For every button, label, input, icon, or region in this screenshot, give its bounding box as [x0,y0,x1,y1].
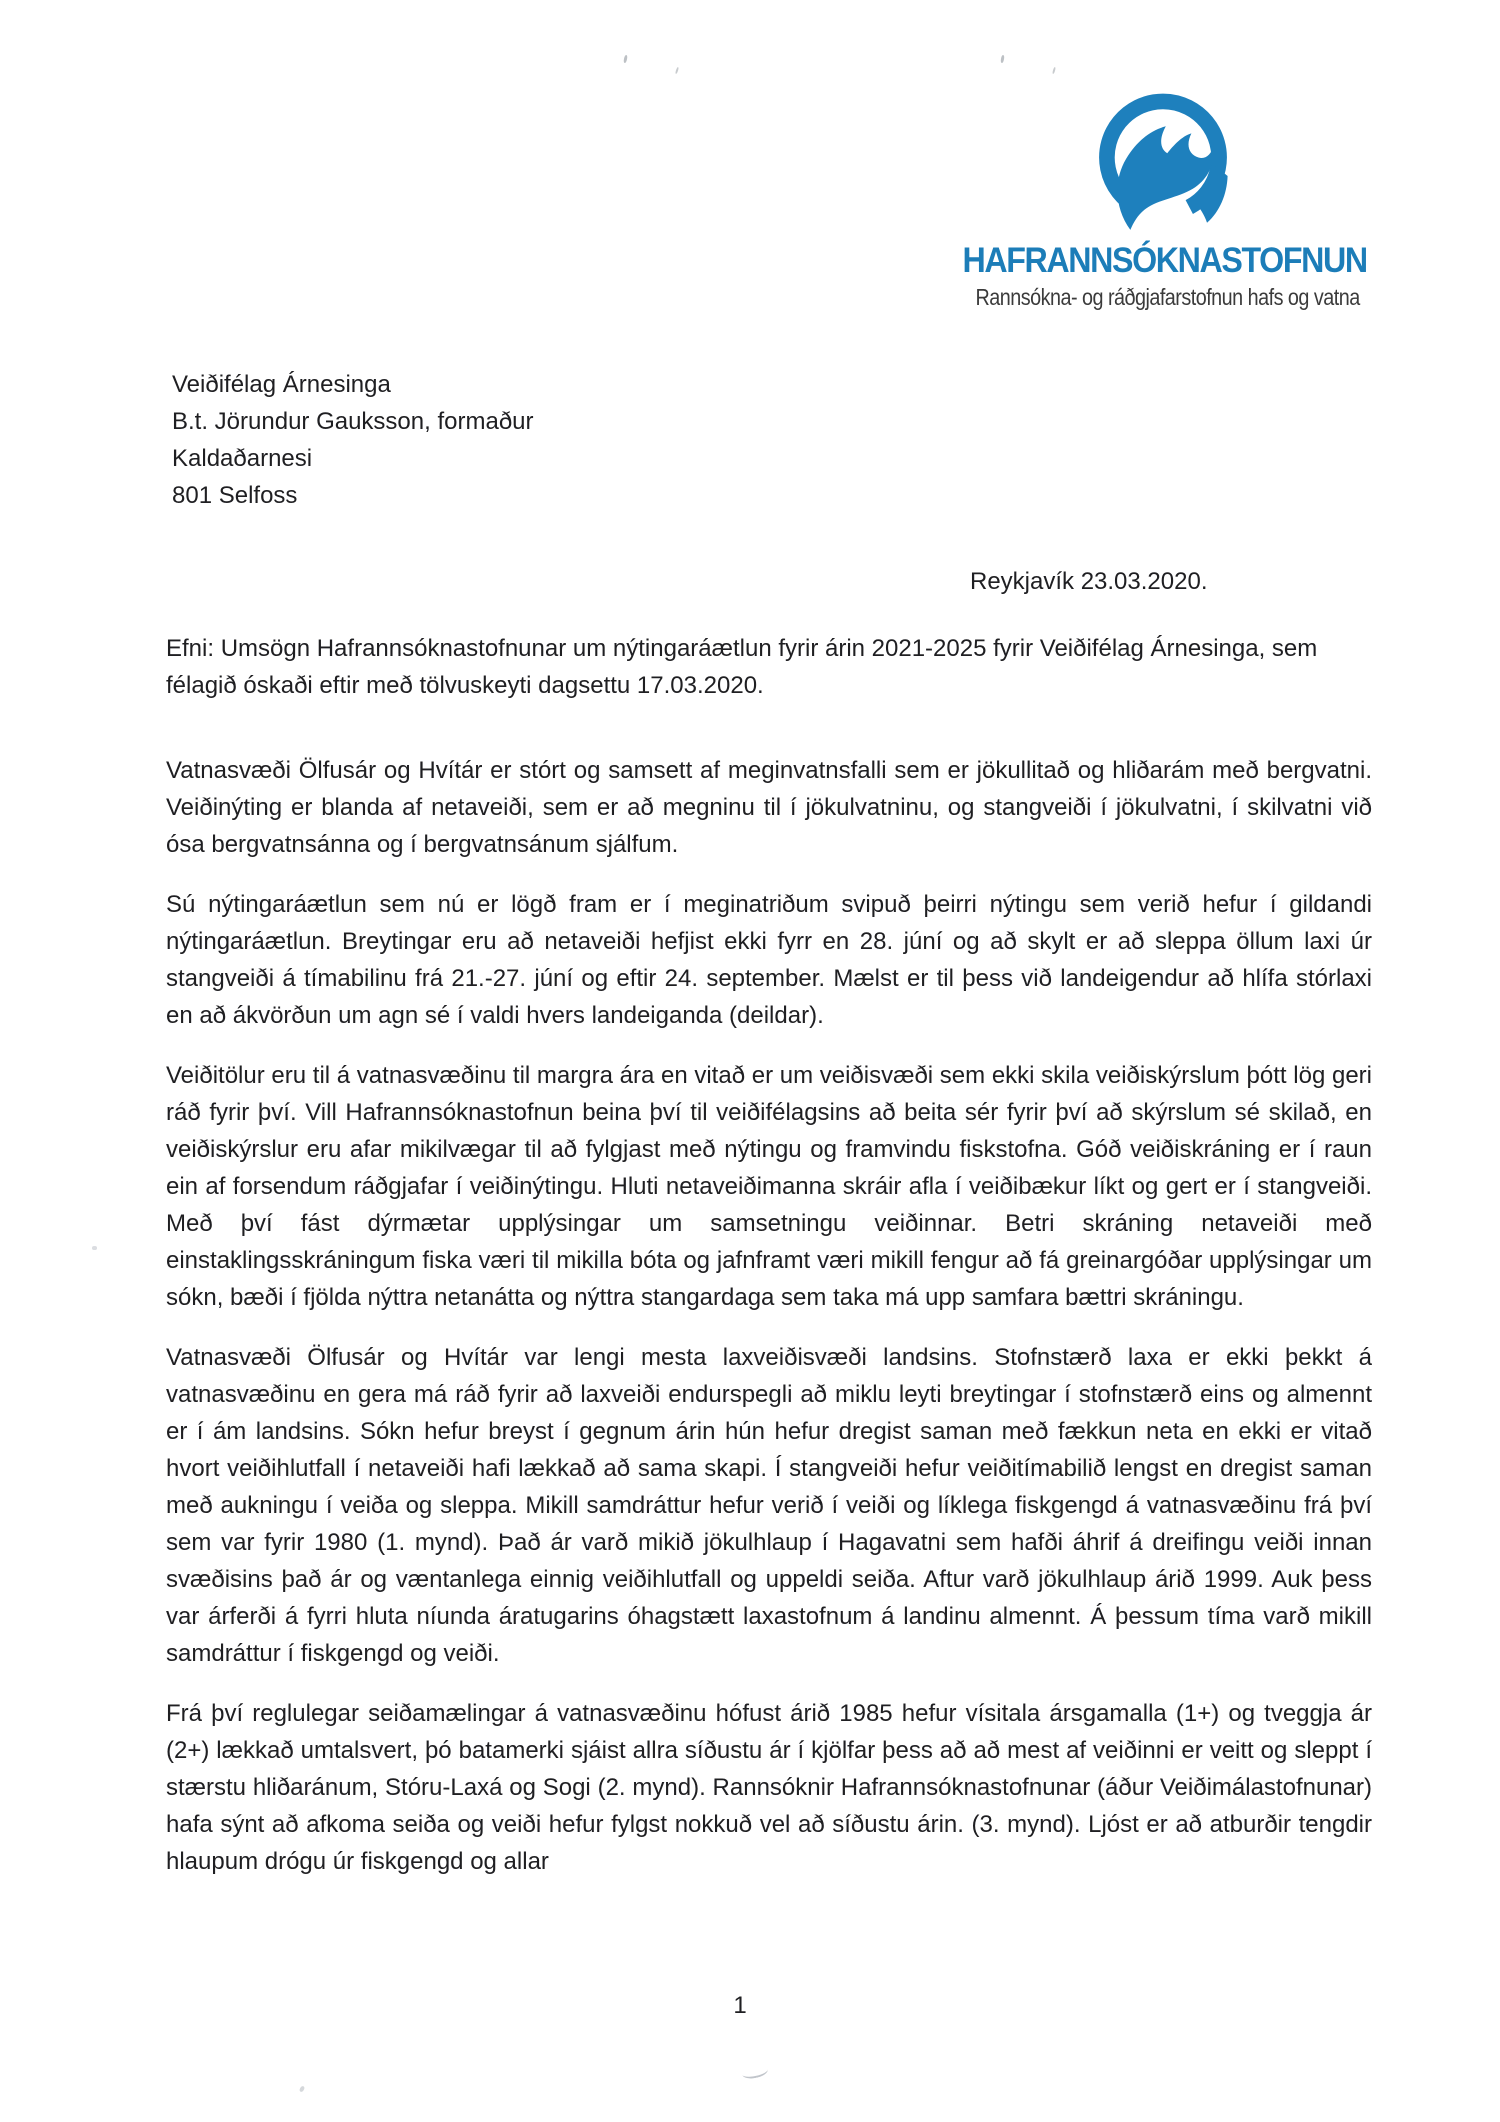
body-paragraph: Frá því reglulegar seiðamælingar á vatnasvæðinu hófust árið 1985 hefur vísitala ársgamalla (1+) og tveggja ár (2+) lækkað umtalsvert, þó batamerki sjáist allra síðustu ár í kjölfar þess að að mest af veiðinni er veitt og sleppt í stærstu hliðaránum, Stóru-Laxá og Sogi (2. mynd). Rannsóknir Hafrannsóknastofnunar (áður Veiðimálastofnunar) hafa sýnt að afkoma seiða og veiði hefur fylgst nokkuð vel að síðustu árin. (3. mynd). Ljóst er að atburðir tengdir hlaupum drógu úr fiskgengd og allar [166,1700,1372,1875]
address-line: Kaldaðarnesi [172,445,313,472]
subject-line: Efni: Umsögn Hafrannsóknastofnunar um nýtingaráætlun fyrir árin 2021-2025 fyrir Veiðifélag Árnesinga, sem félagið óskaði eftir með tölvuskeyti dagsettu 17.03.2020. [166,635,1318,699]
dateline: Reykjavík 23.03.2020. [970,568,1208,595]
body-paragraph: Sú nýtingaráætlun sem nú er lögð fram er í meginatriðum svipuð þeirri nýtingu sem verið hefur í gildandi nýtingaráætlun. Breytingar eru að netaveiði hefjist ekki fyrr en 28. júní og að skylt er að sleppa öllum laxi úr stangveiði á tímabilinu frá 21.-27. júní og eftir 24. september. Mælst er til þess við landeigendur að hlífa stórlaxi en að ákvörðun um agn sé í valdi hvers landeiganda (deildar). [166,891,1372,1029]
address-line: Veiðifélag Árnesinga [172,371,391,398]
scan-artifact [92,1246,97,1250]
address-line: 801 Selfoss [172,482,298,509]
org-tagline: Rannsókna- og ráðgjafarstofnun hafs og vatna [975,284,1360,310]
scan-artifact [623,55,628,63]
scan-artifact [675,67,679,74]
page-number: 1 [733,1992,747,2019]
letterhead [945,92,1381,311]
institute-logo-icon [1092,92,1234,240]
letter-body [166,752,1372,1903]
org-name: HAFRANNSÓKNASTOFNUN [962,241,1367,280]
scan-artifact [1000,55,1004,63]
body-paragraph: Vatnasvæði Ölfusár og Hvítár var lengi mesta laxveiðisvæði landsins. Stofnstærð laxa er ekki þekkt á vatnasvæðinu en gera má ráð fyrir að laxveiði endurspegli að miklu leyti breytingar í stofnstærð eins og almennt er í ám landsins. Sókn hefur breyst í gegnum árin hún hefur dregist saman með fækkun neta en ekki er vitað hvort veiðihlutfall í netaveiði hafi lækkað að sama skapi. Í stangveiði hefur veiðitímabilið lengst en dregist saman með aukningu í veiða og sleppa. Mikill samdráttur hefur verið í veiði og líklega fiskgengd á vatnasvæðinu frá því sem var fyrir 1980 (1. mynd). Það ár varð mikið jökulhlaup í Hagavatni sem hafði áhrif á dreifingu veiði innan svæðisins það ár og væntanlega einnig veiðihlutfall og uppeldi seiða. Aftur varð jökulhlaup árið 1999. Auk þess var árferði á fyrri hluta níunda áratugarins óhagstætt laxastofnum á landinu almennt. Á þessum tíma varð mikill samdráttur í fiskgengd og veiði. [166,1344,1372,1667]
body-paragraph: Veiðitölur eru til á vatnasvæðinu til margra ára en vitað er um veiðisvæði sem ekki skila veiðiskýrslum þótt lög geri ráð fyrir því. Vill Hafrannsóknastofnun beina því til veiðifélagsins að beita sér fyrir því að skýrslum sé skilað, en veiðiskýrslur eru afar mikilvægar til að fylgjast með nýtingu og framvindu fiskstofna. Góð veiðiskráning er í raun ein af forsendum ráðgjafar í veiðinýtingu. Hluti netaveiðimanna skráir afla í veiðibækur líkt og gert er í stangveiði. Með því fást dýrmætar upplýsingar um samsetningu veiðinnar. Betri skráning netaveiði með einstaklingsskráningum fiska væri til mikilla bóta og jafnframt væri mikill fengur að fá greinargóðar upplýsingar um sókn, bæði í fjölda nýttra netanátta og nýttra stangardaga sem taka má upp samfara bættri skráningu. [166,1062,1372,1311]
body-paragraph: Vatnasvæði Ölfusár og Hvítár er stórt og samsett af meginvatnsfalli sem er jökullitað og hliðarám með bergvatni. Veiðinýting er blanda af netaveiði, sem er að megninu til í jökulvatninu, og stangveiði í jökulvatni, í skilvatni við ósa bergvatnsánna og í bergvatnsánum sjálfum. [166,757,1372,858]
address-line: B.t. Jörundur Gauksson, formaður [172,408,534,435]
scan-artifact [1052,67,1056,74]
scan-artifact [741,2063,769,2080]
recipient-address [172,366,534,514]
scan-artifact [299,2085,305,2092]
